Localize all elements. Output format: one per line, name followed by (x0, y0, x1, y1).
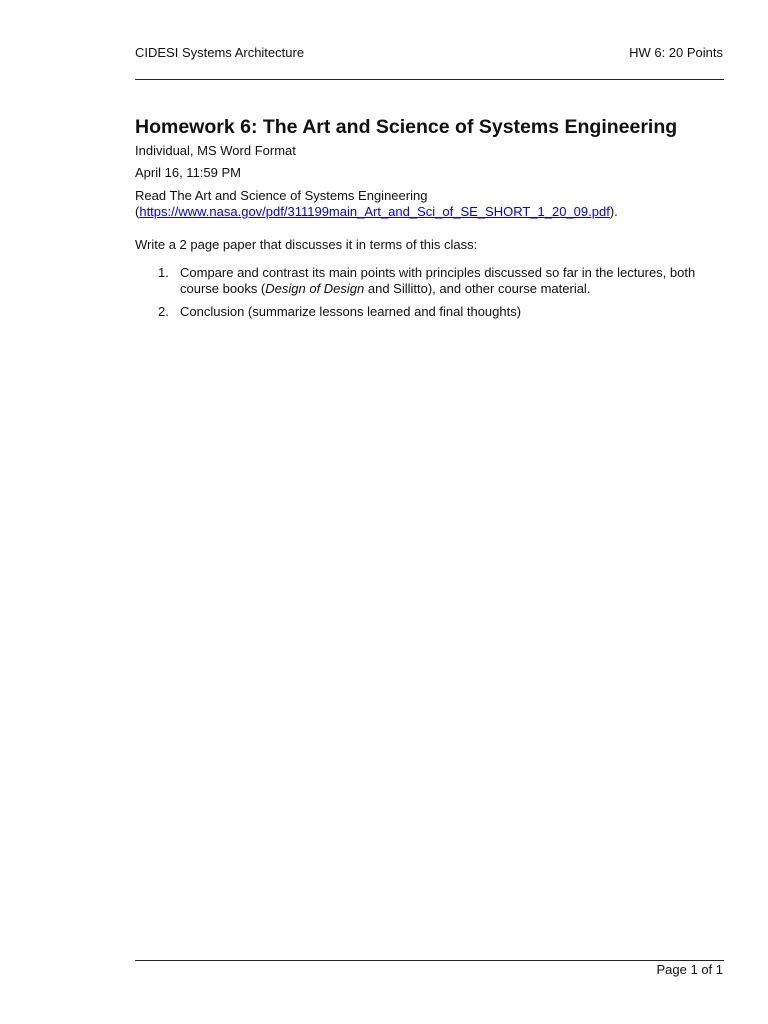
course-name: CIDESI Systems Architecture (135, 45, 305, 60)
page-number: Page 1 of 1 (656, 962, 723, 977)
document-body (135, 114, 725, 333)
list-item (135, 265, 725, 297)
submission-format: Individual, MS Word Format (135, 143, 296, 158)
list-item-number: 2. (158, 304, 169, 319)
link-open-paren: ( (135, 204, 140, 219)
page-title: Homework 6: The Art and Science of Systems Engineering (135, 116, 678, 138)
nasa-pdf-link[interactable]: https://www.nasa.gov/pdf/311199main_Art_and_Sci_of_SE_SHORT_1_20_09.pdf (139, 204, 610, 219)
points-label: HW 6: 20 Points (629, 45, 723, 60)
list-item-number: 1. (158, 265, 169, 280)
list-item-text: Conclusion (summarize lessons learned and final thoughts) (180, 304, 522, 319)
list-item-text-before: Compare and contrast its main points with principles discussed so far in the lectures, both course books ( (180, 265, 696, 296)
list-item (135, 304, 725, 320)
reading-instruction (135, 188, 725, 220)
reading-link-line (135, 204, 725, 220)
link-close-paren: ). (609, 204, 618, 219)
reading-title: Read The Art and Science of Systems Engineering (135, 188, 428, 203)
due-date: April 16, 11:59 PM (135, 165, 241, 180)
assignment-prompt: Write a 2 page paper that discusses it in terms of this class: (135, 237, 478, 252)
footer-divider (135, 960, 724, 961)
list-item-text-after: and Sillitto), and other course material. (364, 281, 591, 296)
task-list (135, 265, 725, 320)
book-title-italic: Design of Design (265, 281, 365, 296)
header-divider (135, 79, 724, 80)
page-header (135, 45, 723, 65)
